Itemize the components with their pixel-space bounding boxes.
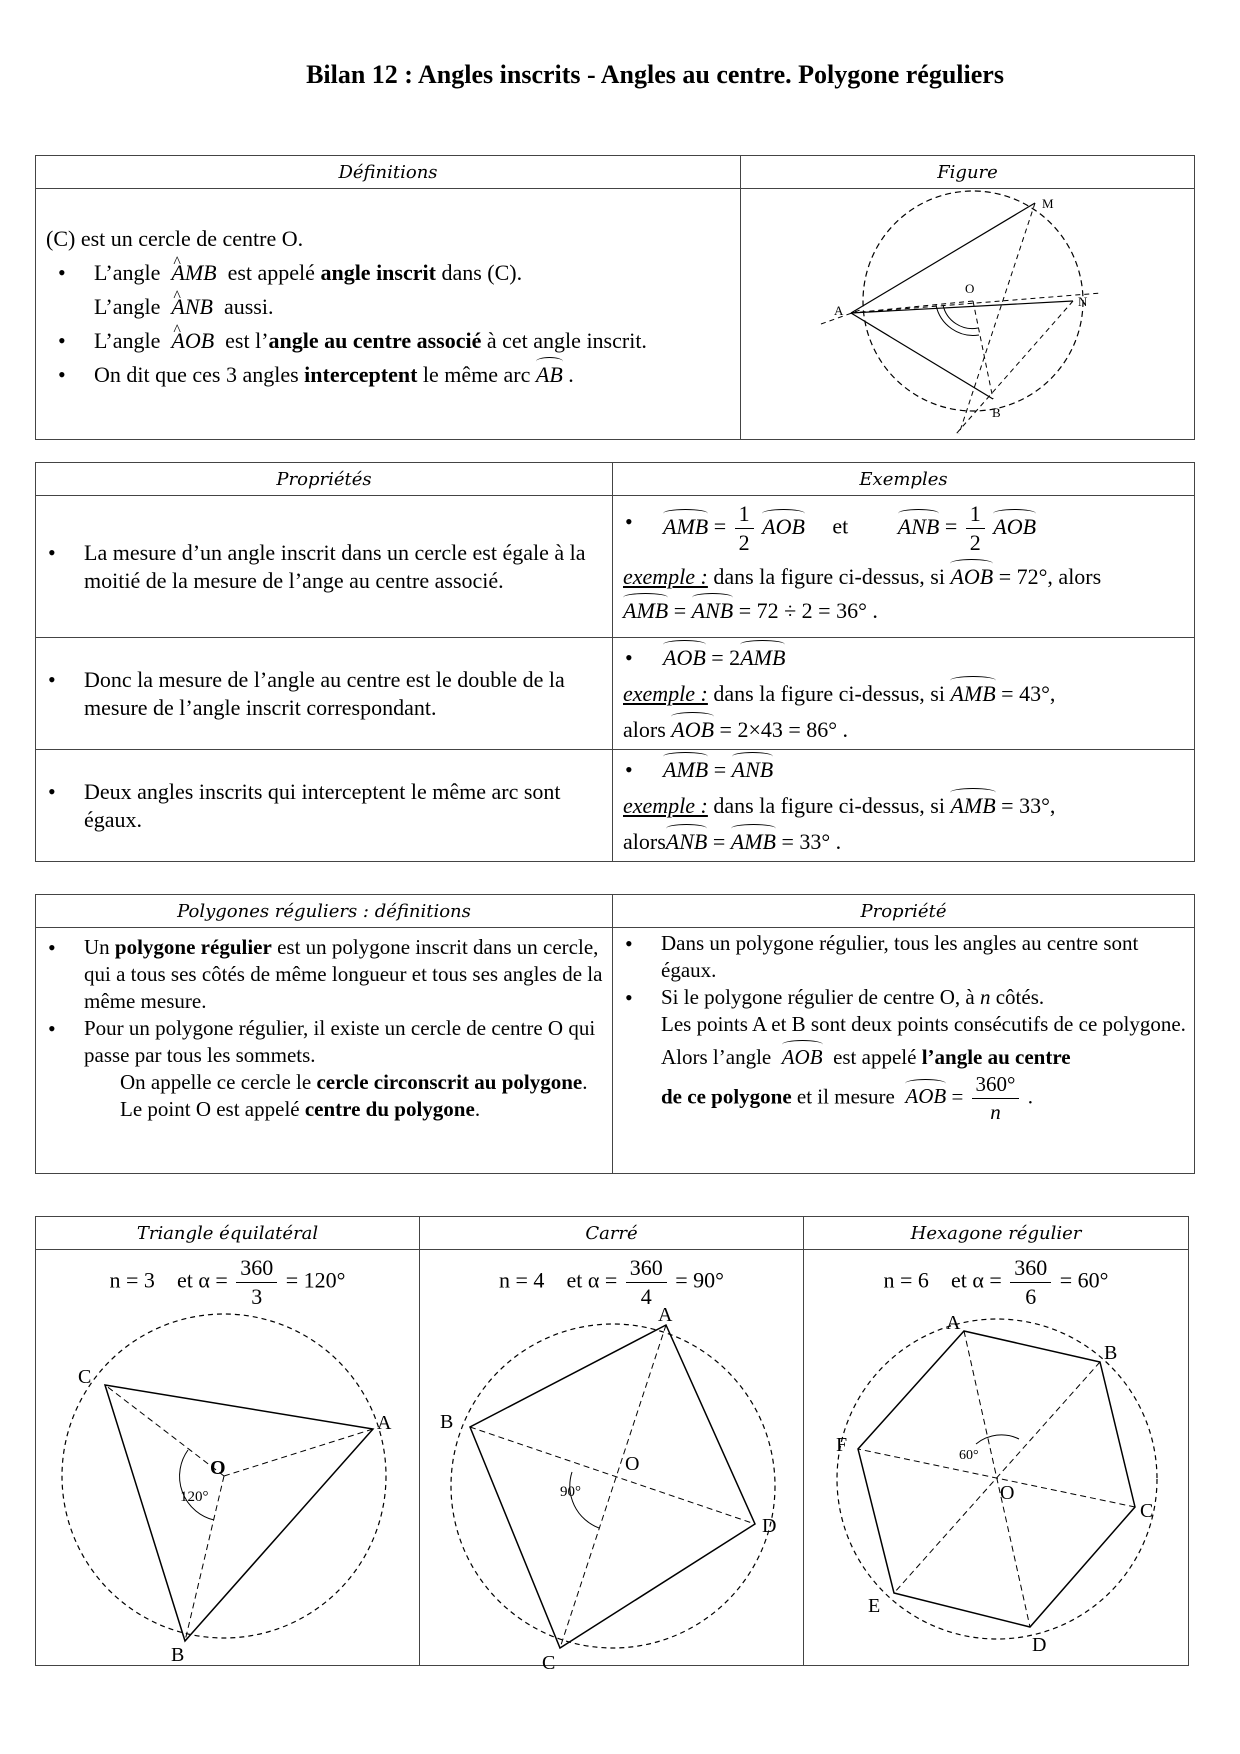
hex-label-f: F bbox=[836, 1434, 848, 1456]
definition-inscribed-anb: L’angle ^ ANB aussi. bbox=[46, 293, 730, 321]
inscribed-angle-figure bbox=[741, 189, 1195, 434]
tri-label-b: B bbox=[171, 1644, 185, 1666]
definition-intercept: • On dit que ces 3 angles interceptent le même arc AB . bbox=[46, 361, 730, 389]
regular-polygons-figures-table bbox=[35, 1216, 1189, 1674]
fig-label-b: B bbox=[992, 405, 1001, 420]
hex-angle-label: 60° bbox=[959, 1448, 979, 1463]
fig-label-o: O bbox=[965, 281, 975, 296]
definitions-table bbox=[35, 155, 1195, 440]
fig-label-a: A bbox=[834, 303, 844, 318]
sq-label-d: D bbox=[762, 1515, 777, 1537]
polygon-prop-1: • Dans un polygone régulier, tous les angles au centre sont égaux. bbox=[613, 930, 1186, 984]
polygon-def-1: • Un polygone régulier est un polygone inscrit dans un cercle, qui a tous ses côtés de même longueur et tous ses angles de la même mesure. bbox=[36, 934, 604, 1015]
arc-ab: AB bbox=[535, 362, 563, 387]
page-title: Bilan 12 : Angles inscrits - Angles au centre. Polygone réguliers bbox=[306, 60, 1004, 89]
polygon-def-2: • Pour un polygone régulier, il existe un cercle de centre O qui passe par tous les sommets. bbox=[36, 1015, 604, 1069]
header-polygon-definitions: Polygones réguliers : définitions bbox=[36, 895, 613, 928]
polygon-def-circumcircle: On appelle ce cercle le cercle circonscrit au polygone. bbox=[120, 1070, 588, 1094]
property-2-cell bbox=[36, 638, 613, 750]
properties-table bbox=[35, 462, 1195, 862]
tri-label-o: O bbox=[210, 1457, 226, 1479]
hex-label-d: D bbox=[1032, 1634, 1047, 1656]
header-square: Carré bbox=[420, 1217, 804, 1250]
property-2: • Donc la mesure de l’angle au centre est le double de la mesure de l’angle inscrit correspondant. bbox=[36, 666, 612, 722]
header-hexagon: Hexagone régulier bbox=[804, 1217, 1189, 1250]
tri-angle-label: 120° bbox=[180, 1489, 209, 1505]
polygons-table bbox=[35, 894, 1195, 1174]
hex-label-c: C bbox=[1140, 1500, 1154, 1522]
sq-angle-label: 90° bbox=[560, 1484, 581, 1500]
polygon-prop-3: Alors l’angle AOB est appelé l’angle au centre de ce polygone et il mesure AOB = $\frac{360^\circ}{n}$ . bbox=[661, 1045, 1071, 1124]
definition-inscribed: • L’angle ^ AMB est appelé angle inscrit dans (C). bbox=[46, 259, 730, 287]
triangle-figure bbox=[36, 1311, 420, 1666]
hex-label-o: O bbox=[1000, 1482, 1015, 1504]
fig-label-m: M bbox=[1042, 196, 1054, 211]
example-3-cell: • AMB = ANB exemple : dans la figure ci-dessus, si AMB = 33°, alorsANB = AMB = 33° . bbox=[613, 750, 1195, 862]
triangle-formula: n = 3 et α = $\frac{360}{3}$ = 120° bbox=[109, 1255, 346, 1309]
square-formula: n = 4 et α = $\frac{360}{4}$ = 90° bbox=[499, 1255, 724, 1309]
header-properties: Propriétés bbox=[36, 463, 613, 496]
sq-label-c: C bbox=[542, 1652, 556, 1674]
property-3-cell bbox=[36, 750, 613, 862]
hexagon-figure bbox=[804, 1311, 1189, 1656]
square-cell bbox=[420, 1250, 804, 1674]
property-1: • La mesure d’un angle inscrit dans un cercle est égale à la moitié de la mesure de l’ange au centre associé. bbox=[36, 539, 612, 595]
definitions-cell bbox=[36, 189, 741, 440]
header-definitions: Définitions bbox=[36, 156, 741, 189]
definition-center: • L’angle ^ AOB est l’angle au centre associé à cet angle inscrit. bbox=[46, 327, 730, 355]
property-3: • Deux angles inscrits qui interceptent le même arc sont égaux. bbox=[36, 778, 612, 834]
figure-cell bbox=[741, 189, 1195, 440]
tri-label-c: C bbox=[78, 1366, 92, 1388]
fig-label-n: N bbox=[1078, 294, 1088, 309]
angle-anb: ^ ANB bbox=[171, 293, 213, 321]
example-2-cell: • AOB = 2AMB exemple : dans la figure ci-dessus, si AMB = 43°, alors AOB = 2×43 = 86° . bbox=[613, 638, 1195, 750]
tri-label-a: A bbox=[377, 1412, 392, 1434]
polygon-prop-2: • Si le polygone régulier de centre O, à n côtés. Les points A et B sont deux points consécutifs de ce polygone. bbox=[613, 984, 1186, 1038]
square-figure bbox=[420, 1304, 804, 1674]
hex-label-a: A bbox=[946, 1312, 961, 1334]
property-1-cell bbox=[36, 496, 613, 638]
polygon-def-center: Le point O est appelé centre du polygone. bbox=[120, 1097, 481, 1121]
definition-list bbox=[46, 259, 730, 389]
hexagon-formula: n = 6 et α = $\frac{360}{6}$ = 60° bbox=[883, 1255, 1109, 1309]
hex-label-b: B bbox=[1104, 1342, 1118, 1364]
example-1-cell: • AMB = $\frac{1}{2}$ AOB et ANB = $\frac{1}{2}$ AOB exemple : dans la figure ci-dessus, si AOB = 72°, alors AMB = ANB = 72 ÷ 2 = 36° . bbox=[613, 496, 1195, 638]
definition-intro: (C) est un cercle de centre O. bbox=[46, 226, 304, 251]
hex-label-e: E bbox=[868, 1595, 881, 1617]
sq-label-a: A bbox=[658, 1304, 673, 1326]
header-polygon-property: Propriété bbox=[613, 895, 1195, 928]
polygon-property-cell bbox=[613, 928, 1195, 1174]
angle-aob: ^ AOB bbox=[171, 327, 214, 355]
header-figure: Figure bbox=[741, 156, 1195, 189]
hexagon-cell bbox=[804, 1250, 1189, 1666]
triangle-cell bbox=[36, 1250, 420, 1666]
polygon-definitions-cell bbox=[36, 928, 613, 1174]
header-examples: Exemples bbox=[613, 463, 1195, 496]
angle-amb: ^ AMB bbox=[171, 259, 216, 287]
sq-label-o: O bbox=[625, 1453, 640, 1475]
sq-label-b: B bbox=[440, 1411, 454, 1433]
header-triangle: Triangle équilatéral bbox=[36, 1217, 420, 1250]
